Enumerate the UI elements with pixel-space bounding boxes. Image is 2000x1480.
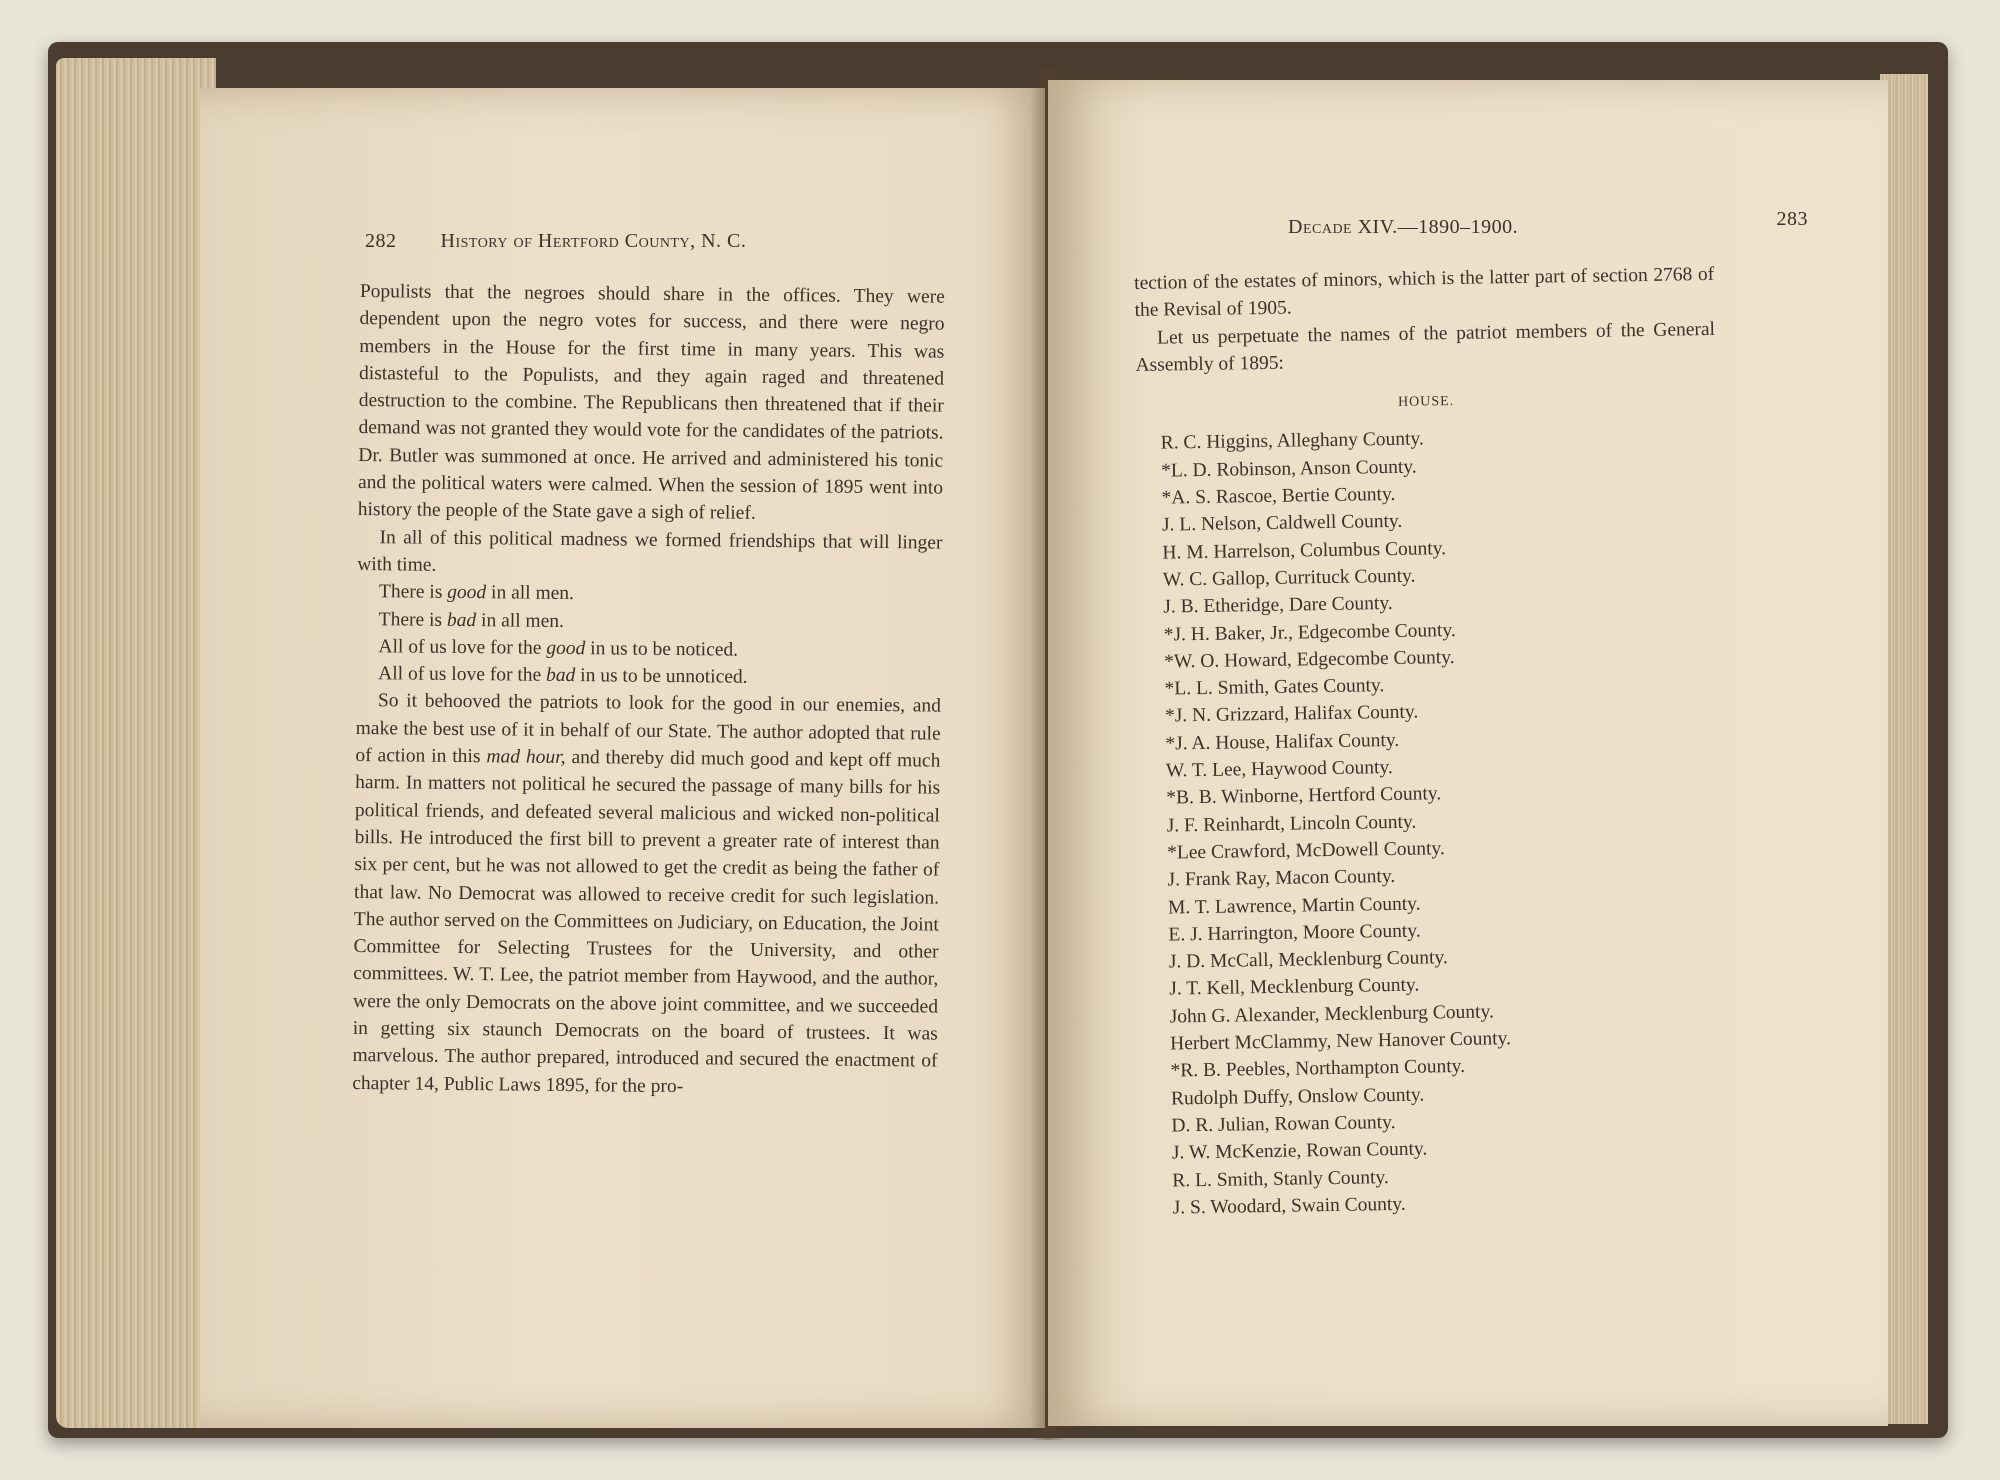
list-item: *J. A. House, Halifax County. — [1165, 729, 1400, 755]
list-item: John G. Alexander, Mecklenburg County. — [1169, 1001, 1495, 1028]
list-item: W. C. Gallop, Currituck County. — [1162, 565, 1416, 591]
list-item: J. F. Reinhardt, Lincoln County. — [1166, 811, 1417, 837]
list-item: R. C. Higgins, Alleghany County. — [1160, 428, 1424, 455]
list-item: R. L. Smith, Stanly County. — [1172, 1166, 1389, 1192]
list-item: J. Frank Ray, Macon County. — [1167, 866, 1396, 891]
left-page-edges — [56, 58, 216, 1428]
list-item: J. L. Nelson, Caldwell County. — [1161, 511, 1403, 536]
list-item: J. D. McCall, Mecklenburg County. — [1168, 947, 1448, 973]
left-body-text — [352, 278, 945, 1102]
list-item: J. B. Etheridge, Dare County. — [1163, 593, 1393, 618]
list-item: *Lee Crawford, McDowell County. — [1166, 838, 1445, 864]
list-item: M. T. Lawrence, Martin County. — [1167, 893, 1421, 919]
list-item: *J. H. Baker, Jr., Edgecombe County. — [1163, 619, 1456, 646]
list-item: *B. B. Winborne, Hertford County. — [1166, 783, 1442, 809]
paragraph: Let us perpetuate the names of the patriot members of the General Assembly of 1895: — [1135, 318, 1716, 376]
page-number-left: 282 — [365, 230, 397, 252]
list-item: Herbert McClammy, New Hanover County. — [1169, 1028, 1512, 1055]
list-item: *A. S. Rascoe, Bertie County. — [1161, 484, 1396, 509]
list-item: *L. L. Smith, Gates County. — [1164, 675, 1385, 700]
verse-line: All of us love for the good in us to be noticed. — [378, 636, 739, 661]
house-heading: HOUSE. — [1397, 394, 1455, 411]
paragraph: Populists that the negroes should share in the offices. They were dependent upon the negro votes for success, and there were negro members in the House for the first time in many years. This was distasteful to the Populists, and they again raged and threatened destruction to the combine. The Republicans then threatened that if their demand was not granted they would vote for the candidates of the patriots. Dr. Butler was summoned at once. He arrived and administered his tonic and the political waters were calmed. When the session of 1895 went into history the people of the State gave a sigh of relief. — [357, 280, 945, 525]
list-item: D. R. Julian, Rowan County. — [1171, 1111, 1396, 1137]
list-item: E. J. Harrington, Moore County. — [1168, 920, 1421, 946]
running-head-title: Decade XIV.—1890–1900. — [1288, 216, 1519, 238]
right-page — [1048, 80, 1888, 1426]
list-item: H. M. Harrelson, Columbus County. — [1162, 537, 1447, 564]
list-item: *J. N. Grizzard, Halifax County. — [1164, 702, 1419, 728]
list-item: J. T. Kell, Mecklenburg County. — [1169, 975, 1420, 1000]
list-item: J. W. McKenzie, Rowan County. — [1171, 1138, 1428, 1164]
left-page — [200, 88, 1045, 1428]
verse-line: There is good in all men. — [378, 581, 575, 605]
member-list — [1137, 421, 1729, 1222]
paragraph: tection of the estates of minors, which is the latter part of section 2768 of the Revisal of 1905. — [1134, 263, 1715, 322]
page-number-right: 283 — [1776, 208, 1808, 230]
paragraph: So it behooved the patriots to look for the good in our enemies, and make the best use of it in behalf of our State. The author adopted that rule of action in this mad hour, and thereby did much good and kept off much harm. In matters not political he secured the passage of many bills for his political friends, and defeated several malicious and wicked non-political bills. He introduced the first bill to prevent a greater rate of interest than six per cent, but he was not allowed to get the credit as being the father of that law. No Democrat was allowed to receive credit for such legislation. The author served on the Committees on Judiciary, on Education, the Joint Committee for Selecting Trustees for the University, and other committees. W. T. Lee, the patriot member from Haywood, and the author, were the only Democrats on the above joint committee, and we succeeded in getting six staunch Democrats on the board of trustees. It was marvelous. The author prepared, introduced and secured the enactment of chapter 14, Public Laws 1895, for the pro- — [352, 690, 942, 1097]
verse-line: There is bad in all men. — [378, 608, 565, 632]
list-item: Rudolph Duffy, Onslow County. — [1170, 1084, 1425, 1110]
list-item: J. S. Woodard, Swain County. — [1172, 1193, 1406, 1219]
paragraph: In all of this political madness we formed friendships that will linger with time. — [357, 526, 943, 576]
list-item: W. T. Lee, Haywood County. — [1165, 757, 1393, 782]
list-item: *R. B. Peebles, Northampton County. — [1170, 1056, 1466, 1082]
list-item: *W. O. Howard, Edgecombe County. — [1163, 646, 1455, 673]
right-running-head — [1288, 208, 1808, 239]
right-body-text — [1134, 261, 1729, 1222]
list-item: *L. D. Robinson, Anson County. — [1160, 456, 1417, 482]
left-running-head — [365, 230, 1045, 253]
verse-line: All of us love for the bad in us to be unnoticed. — [378, 663, 748, 688]
running-head-title: History of Hertford County, N. C. — [440, 230, 747, 252]
